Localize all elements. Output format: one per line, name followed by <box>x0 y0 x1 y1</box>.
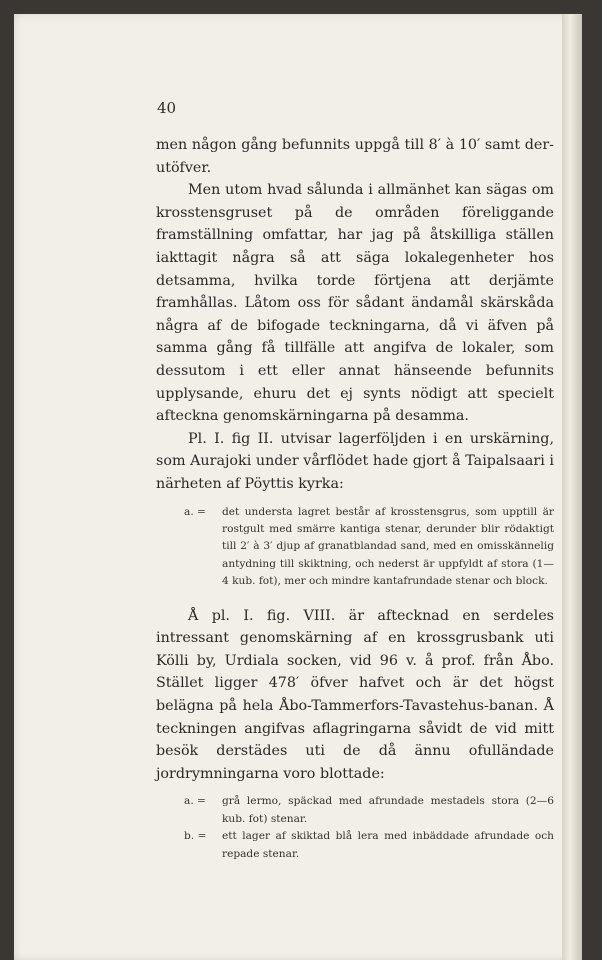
list-item-text: grå lermo, späckad med afrundade mestadels stora (2—6 kub. fot) stenar. <box>222 795 554 825</box>
list-item-label: b. = <box>184 830 207 843</box>
body-text <box>156 134 554 877</box>
layer-list-kolli <box>184 793 554 863</box>
list-item <box>184 828 554 863</box>
list-item-label: a. = <box>184 795 206 808</box>
paragraph-continuation: men någon gång befunnits uppgå till 8′ à 10′ samt derutöfver. <box>156 137 554 176</box>
paragraph-local-features: Men utom hvad sålunda i allmänhet kan sägas om krosstensgruset på de områden föreliggande framställning omfattar, har jag på åtskilliga ställen iakttagit några så att säga lokalegenheter hos detsamma, hvilka torde förtjena att derjämte framhållas. Låtom oss för sådant ändamål skärskåda några af de bifogade teckningarna, då vi äfven på samma gång få tillfälle att angifva de lokaler, som dessutom i ett eller annat hänseende befunnits upplysande, ehuru det ej synts nödigt att specielt afteckna genomskärningarna på desamma. <box>156 182 554 425</box>
list-item <box>184 504 554 591</box>
page-spine-shadow <box>562 14 582 960</box>
list-item <box>184 793 554 828</box>
page-number: 40 <box>157 99 177 117</box>
list-item-text: det understa lagret består af krosstensgrus, som upptill är rostgult med smärre kantiga stenar, derunder blir rödaktigt till 2′ à 3′ djup af granatblandad sand, med en omisskännelig antydning till skiktning, och nederst är uppfyldt af stora (1—4 kub. fot), mer och mindre kantafrundade stenar och block. <box>222 505 554 588</box>
list-item-label: a. = <box>184 505 206 518</box>
book-page <box>14 14 582 960</box>
paragraph-plate-i-fig-ii: Pl. I. fig II. utvisar lagerföljden i en urskärning, som Aurajoki under vårflödet hade gjort å Taipalsaari i närheten af Pöyttis kyrka: <box>156 430 554 492</box>
layer-list-taipalsaari <box>184 504 554 591</box>
list-item-text: ett lager af skiktad blå lera med inbäddade afrundade och repade stenar. <box>222 830 554 860</box>
paragraph-plate-i-fig-viii: Å pl. I. fig. VIII. är aftecknad en serdeles intressant genomskärning af en krossgrusbank uti Kölli by, Urdiala socken, vid 96 v. å prof. från Åbo. Stället ligger 478′ öfver hafvet och är det högst belägna på hela Åbo-Tammerfors-Tavastehus-banan. Å teckningen angifvas aflagringarna såvidt de vid mitt besök derstädes uti de då ännu ofulländade jordrymningarna voro blottade: <box>156 607 554 782</box>
